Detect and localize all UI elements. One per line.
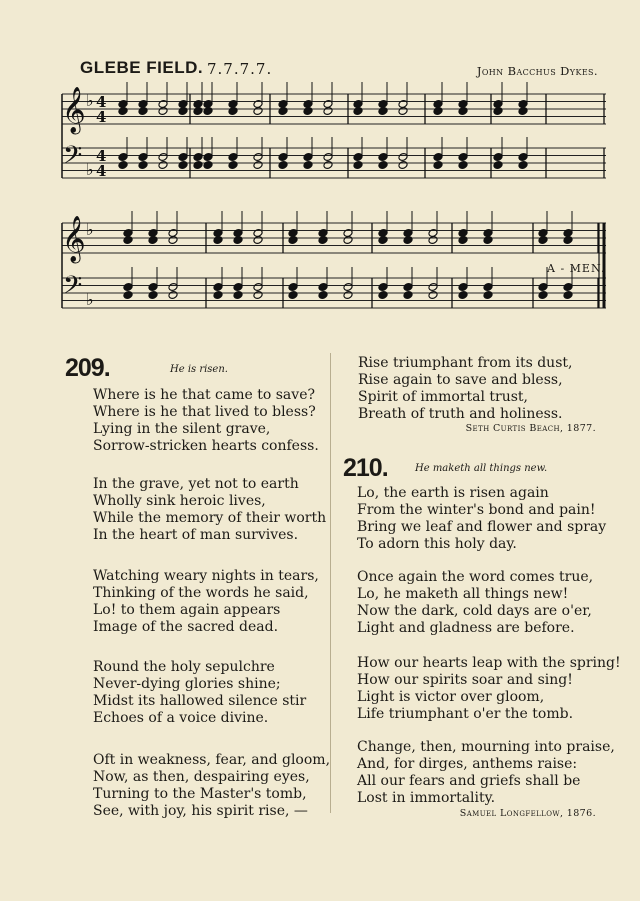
verse-line: How our hearts leap with the spring! [357,655,621,671]
verse-line: Once again the word comes true, [357,569,594,585]
verse-line: Bring we leaf and flower and spray [357,519,607,535]
hymn-209-stanza-3 [93,568,319,636]
verse-line: In the grave, yet not to earth [93,476,299,492]
note-head [203,161,213,170]
hymn-210-stanza-4 [357,739,615,807]
note-head [433,161,443,170]
verse-line: Lying in the silent grave, [93,421,271,437]
verse-line: How our spirits soar and sing! [357,672,573,688]
time-signature: 4 [96,147,107,165]
verse-line: To adorn this holy day. [357,536,517,552]
verse-line: Rise again to save and bless, [358,372,563,388]
verse-line: Where is he that came to save? [93,387,315,403]
note-head [318,291,328,300]
flat-icon: ♭ [86,91,94,110]
hymn-210-stanza-2 [357,569,593,637]
hymn-209-stanza-2 [93,476,326,544]
note-head [538,291,548,300]
verse-line: Change, then, mourning into praise, [357,739,615,755]
note-head [458,236,468,245]
hymn-209-author: Seth Curtis Beach, 1877. [465,423,596,434]
verse-line: Now the dark, cold days are o'er, [357,603,592,619]
note-head [288,291,298,300]
note-head [123,291,133,300]
note-head [563,236,573,245]
verse-line: Turning to the Master's tomb, [93,786,307,802]
note-head [538,236,548,245]
note-head [518,161,528,170]
verse-line: Thinking of the words he said, [93,585,309,601]
note-head [193,161,203,170]
note-head [403,291,413,300]
note-head [168,291,178,300]
note-head [178,161,188,170]
bass-clef-icon: 𝄢 [63,141,83,176]
note-head [288,236,298,245]
note-head [378,236,388,245]
note-head [233,291,243,300]
note-head [483,236,493,245]
hymn-210-number: 210. [343,454,388,482]
note-head [203,107,213,116]
verse-line: Lo, the earth is risen again [357,485,549,501]
verse-line: Round the holy sepulchre [93,659,275,675]
note-head [428,291,438,300]
note-head [303,161,313,170]
verse-line: Lost in immortality. [357,790,496,806]
note-head [493,161,503,170]
note-head [253,236,263,245]
note-head [148,236,158,245]
hymn-209-stanza-6 [358,355,572,423]
hymn-209-stanza-1 [93,387,319,455]
verse-line: Where is he that lived to bless? [93,404,316,420]
note-head [233,236,243,245]
verse-line: Light is victor over gloom, [357,689,545,705]
note-head [518,107,528,116]
note-head [138,107,148,116]
hymn-209-subtitle: He is risen. [170,364,228,375]
verse-line: Watching weary nights in tears, [93,568,319,584]
flat-icon: ♭ [86,290,94,309]
note-head [433,107,443,116]
verse-line: And, for dirges, anthems raise: [357,756,578,772]
verse-line: Sorrow-stricken hearts confess. [93,438,319,454]
note-head [323,107,333,116]
note-head [213,236,223,245]
note-head [148,291,158,300]
flat-icon: ♭ [86,160,94,179]
verse-line: Oft in weakness, fear, and gloom, [93,752,331,768]
hymn-210-stanza-3 [357,655,621,723]
note-head [398,107,408,116]
note-head [493,107,503,116]
hymn-209-stanza-5 [93,752,330,820]
note-head [353,161,363,170]
verse-line: Lo! to them again appears [93,602,281,618]
verse-line: Now, as then, despairing eyes, [93,769,310,785]
note-head [458,291,468,300]
note-head [378,107,388,116]
tune-composer: John Bacchus Dykes. [476,64,598,78]
verse-line: In the heart of man survives. [93,527,299,543]
note-head [168,236,178,245]
verse-line: Spirit of immortal trust, [358,389,528,405]
hymn-210-stanza-1 [357,485,606,553]
verse-line: Image of the sacred dead. [93,619,279,635]
note-head [138,161,148,170]
note-head [278,107,288,116]
hymn-210-author: Samuel Longfellow, 1876. [459,808,596,819]
note-head [228,161,238,170]
note-head [428,236,438,245]
note-head [193,107,203,116]
hymn-210-subtitle: He maketh all things new. [415,463,548,474]
verse-line: See, with joy, his spirit rise, — [93,803,308,819]
note-head [378,291,388,300]
note-head [303,107,313,116]
note-head [403,236,413,245]
note-head [158,161,168,170]
verse-line: Rise triumphant from its dust, [358,355,573,371]
verse-line: From the winter's bond and pain! [357,502,596,518]
note-head [253,291,263,300]
note-head [123,236,133,245]
verse-line: While the memory of their worth [93,510,327,526]
verse-line: Life triumphant o'er the tomb. [357,706,574,722]
note-head [213,291,223,300]
note-head [323,161,333,170]
note-head [178,107,188,116]
note-head [318,236,328,245]
time-signature: 4 [96,93,107,111]
tune-name: GLEBE FIELD. [80,58,204,77]
tune-meter: 7.7.7.7. [207,60,273,78]
note-head [398,161,408,170]
time-signature: 4 [96,162,107,180]
musical-score [58,80,610,325]
hymn-209-number: 209. [65,354,110,382]
verse-line: Wholly sink heroic lives, [93,493,266,509]
flat-icon: ♭ [86,220,94,239]
note-head [343,236,353,245]
verse-line: All our fears and griefs shall be [357,773,581,789]
verse-line: Midst its hallowed silence stir [93,693,307,709]
note-head [253,107,263,116]
note-head [458,107,468,116]
hymn-209-stanza-4 [93,659,306,727]
treble-clef-icon: 𝄞 [62,87,86,133]
amen-label: A - MEN. [547,262,606,275]
note-head [483,291,493,300]
note-head [563,291,573,300]
verse-line: Echoes of a voice divine. [93,710,269,726]
treble-clef-icon: 𝄞 [62,216,86,262]
column-divider [330,353,331,813]
verse-line: Never-dying glories shine; [93,676,281,692]
note-head [458,161,468,170]
verse-line: Breath of truth and holiness. [358,406,563,422]
note-head [253,161,263,170]
note-head [343,291,353,300]
note-head [118,107,128,116]
note-head [353,107,363,116]
note-head [158,107,168,116]
time-signature: 4 [96,108,107,126]
verse-line: Light and gladness are before. [357,620,575,636]
note-head [228,107,238,116]
note-head [118,161,128,170]
verse-line: Lo, he maketh all things new! [357,586,569,602]
note-head [278,161,288,170]
note-head [378,161,388,170]
bass-clef-icon: 𝄢 [63,271,83,306]
